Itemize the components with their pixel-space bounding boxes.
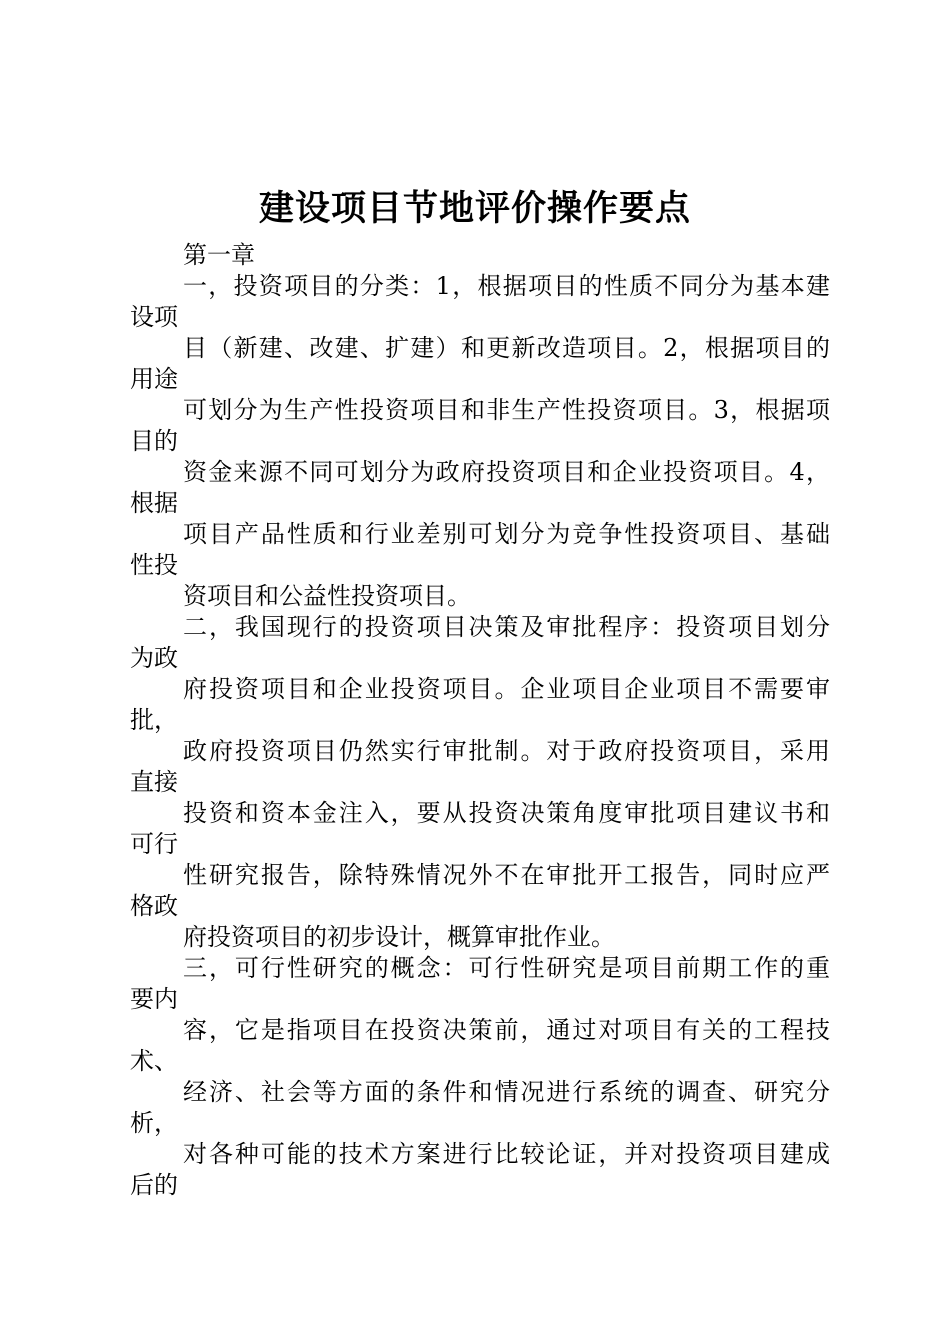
text-line: 一，投资项目的分类：1，根据项目的性质不同分为基本建 xyxy=(183,272,830,300)
text-line: 容，它是指项目在投资决策前，通过对项目有关的工程技 xyxy=(183,1016,830,1044)
text-line: 府投资项目的初步设计，概算审批作业。 xyxy=(183,923,615,951)
text-line: 对各种可能的技术方案进行比较论证，并对投资项目建成 xyxy=(183,1140,830,1168)
text-line: 府投资项目和企业投资项目。企业项目企业项目不需要审 xyxy=(183,675,830,703)
text-line: 可划分为生产性投资项目和非生产性投资项目。3，根据项 xyxy=(183,396,830,424)
text-line: 直接 xyxy=(130,768,178,796)
text-line: 项目产品性质和行业差别可划分为竞争性投资项目、基础 xyxy=(183,520,830,548)
text-line: 批， xyxy=(130,706,178,734)
text-line: 格政 xyxy=(130,892,178,920)
text-line: 后的 xyxy=(130,1171,178,1199)
text-line: 要内 xyxy=(130,985,178,1013)
text-line: 性投 xyxy=(130,551,178,579)
text-line: 经济、社会等方面的条件和情况进行系统的调查、研究分 xyxy=(183,1078,830,1106)
text-line: 目（新建、改建、扩建）和更新改造项目。2，根据项目的 xyxy=(183,334,830,362)
text-line: 资项目和公益性投资项目。 xyxy=(183,582,471,610)
text-line: 第一章 xyxy=(183,241,255,269)
text-line: 性研究报告，除特殊情况外不在审批开工报告，同时应严 xyxy=(183,861,830,889)
text-line: 投资和资本金注入，要从投资决策角度审批项目建议书和 xyxy=(183,799,830,827)
text-line: 设项 xyxy=(130,303,178,331)
text-line: 资金来源不同可划分为政府投资项目和企业投资项目。4， xyxy=(183,458,830,486)
text-line: 政府投资项目仍然实行审批制。对于政府投资项目，采用 xyxy=(183,737,830,765)
document-body xyxy=(130,240,830,1201)
text-line: 术、 xyxy=(130,1047,178,1075)
text-line: 为政 xyxy=(130,644,178,672)
text-line: 析， xyxy=(130,1109,178,1137)
text-line: 可行 xyxy=(130,830,178,858)
page-title: 建设项目节地评价操作要点 xyxy=(258,188,691,229)
text-line: 二，我国现行的投资项目决策及审批程序：投资项目划分 xyxy=(183,613,830,641)
text-line: 三，可行性研究的概念：可行性研究是项目前期工作的重 xyxy=(183,954,830,982)
text-line: 用途 xyxy=(130,365,178,393)
text-line: 目的 xyxy=(130,427,178,455)
text-line: 根据 xyxy=(130,489,178,517)
